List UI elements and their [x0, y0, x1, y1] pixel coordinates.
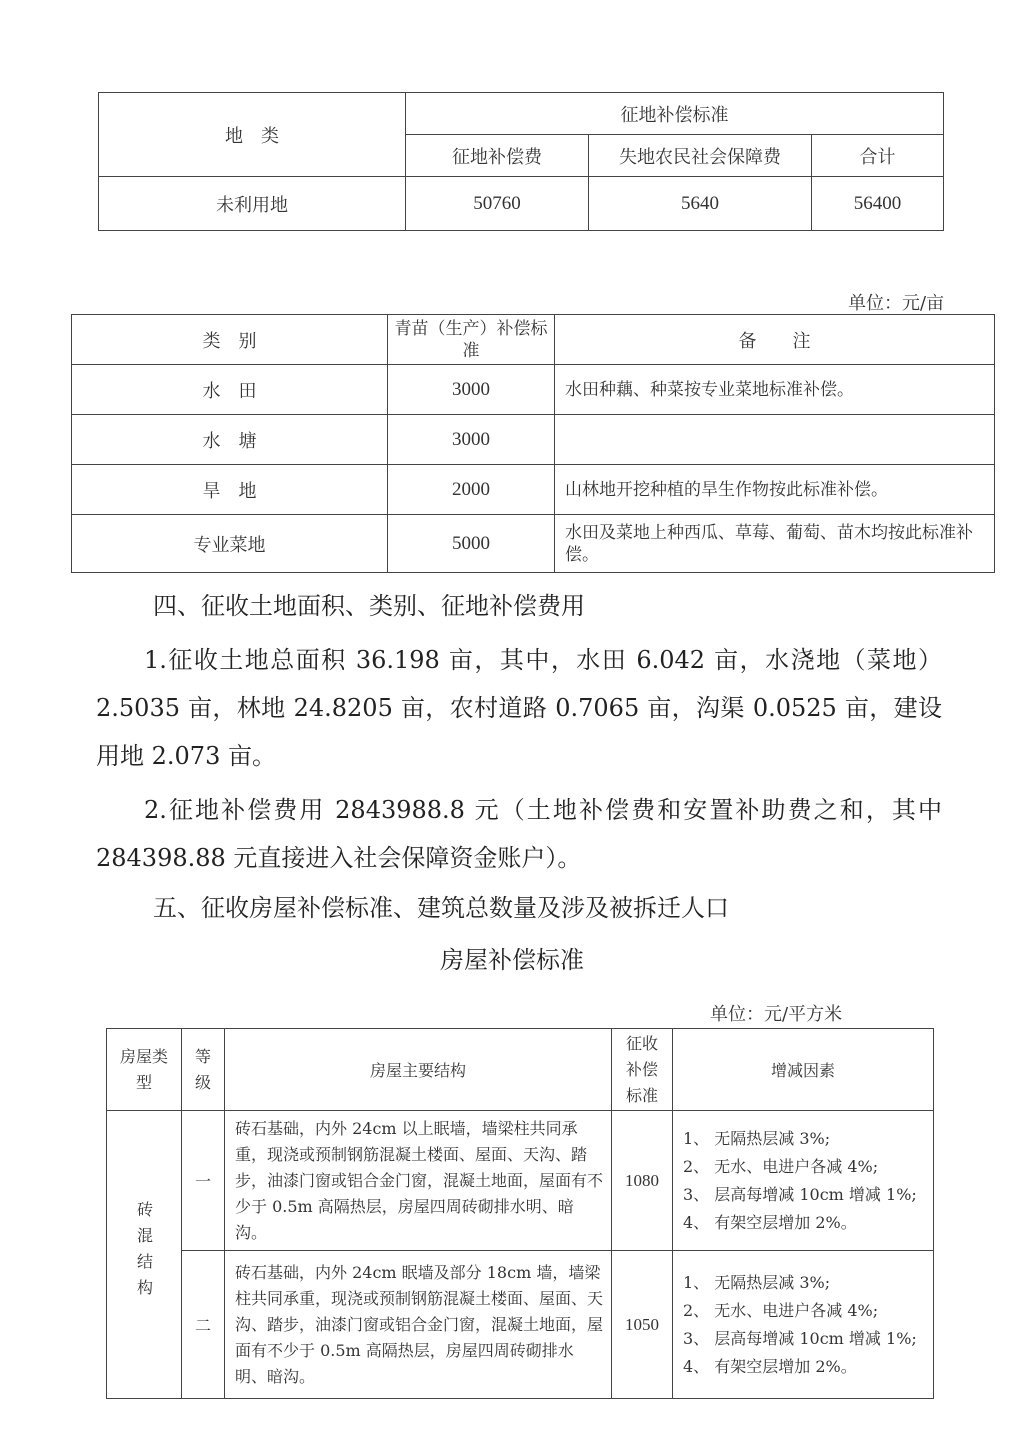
- header-house-standard: 征收补偿标准: [612, 1029, 673, 1111]
- house-compensation-table: [106, 1028, 934, 1399]
- cell-category: 旱 地: [72, 465, 388, 515]
- table-row: [107, 1251, 934, 1399]
- cell-standard: 3000: [388, 365, 555, 415]
- section-5-heading: 五、征收房屋补偿标准、建筑总数量及涉及被拆迁人口: [153, 894, 729, 922]
- cell-note: 水田及菜地上种西瓜、草莓、葡萄、苗木均按此标准补偿。: [555, 515, 995, 573]
- cell-note: 水田种藕、种菜按专业菜地标准补偿。: [555, 365, 995, 415]
- header-compensation-fee: 征地补偿费: [406, 135, 589, 177]
- factor-item: 3、 层高每增减 10cm 增减 1%;: [683, 1184, 917, 1204]
- header-total: 合计: [812, 135, 944, 177]
- cell-total: 56400: [812, 177, 944, 231]
- unit-label-house: 单位：元/平方米: [710, 1004, 843, 1025]
- table-row: [72, 515, 995, 573]
- cell-category: 水 塘: [72, 415, 388, 465]
- header-category: 类 别: [72, 315, 388, 365]
- header-grade: 等级: [182, 1029, 225, 1111]
- cell-note: 山林地开挖种植的旱生作物按此标准补偿。: [555, 465, 995, 515]
- section-4-heading: 四、征收土地面积、类别、征地补偿费用: [153, 592, 585, 620]
- cell-standard: 2000: [388, 465, 555, 515]
- cell-standard: 3000: [388, 415, 555, 465]
- table-row: [72, 365, 995, 415]
- cell-compensation: 50760: [406, 177, 589, 231]
- cell-category: 水 田: [72, 365, 388, 415]
- header-house-type: 房屋类型: [107, 1029, 182, 1111]
- table-row: [99, 177, 944, 231]
- house-type-label: 砖混结构: [134, 1200, 154, 1305]
- cell-house-standard: 1080: [612, 1111, 673, 1251]
- header-crop-standard: 青苗（生产）补偿标准: [388, 315, 555, 365]
- cell-structure: 砖石基础，内外 24cm 以上眠墙，墙梁柱共同承重，现浇或预制钢筋混凝土楼面、屋面、天沟、踏步，油漆门窗或铝合金门窗，混凝土地面，屋面有不少于 0.5m 高隔热层，房屋四周砖砌排水明、暗沟。: [225, 1111, 612, 1251]
- cell-note: [555, 415, 995, 465]
- cell-standard: 5000: [388, 515, 555, 573]
- section-4-paragraph-1: 1.征收土地总面积 36.198 亩，其中，水田 6.042 亩，水浇地（菜地）2.5035 亩，林地 24.8205 亩，农村道路 0.7065 亩，沟渠 0.0525 亩，建设用地 2.073 亩。: [96, 646, 942, 770]
- header-factors: 增减因素: [673, 1029, 934, 1111]
- cell-factors: [673, 1251, 934, 1399]
- factor-item: 2、 无水、电进户各减 4%;: [683, 1300, 879, 1320]
- cell-structure: 砖石基础，内外 24cm 眠墙及部分 18cm 墙，墙梁柱共同承重，现浇或预制钢筋混凝土楼面、屋面、天沟、踏步，油漆门窗或铝合金门窗，混凝土地面，屋面有不少于 0.5m 高隔热层，房屋四周砖砌排水明、暗沟。: [225, 1251, 612, 1399]
- unit-label-crops: 单位：元/亩: [848, 293, 945, 314]
- cell-land-type: 未利用地: [99, 177, 406, 231]
- cell-factors: [673, 1111, 934, 1251]
- factor-item: 3、 层高每增减 10cm 增减 1%;: [683, 1328, 917, 1348]
- header-compensation-standard: 征地补偿标准: [406, 93, 944, 135]
- land-compensation-table: [98, 92, 944, 231]
- table-row: [107, 1111, 934, 1251]
- header-land-type: 地 类: [99, 93, 406, 177]
- section-4-paragraph-2: 2.征地补偿费用 2843988.8 元（土地补偿费和安置补助费之和，其中 284398.88 元直接进入社会保障资金账户）。: [96, 796, 942, 872]
- table-row: [72, 415, 995, 465]
- cell-social-security: 5640: [589, 177, 812, 231]
- cell-grade: 二: [182, 1251, 225, 1399]
- cell-grade: 一: [182, 1111, 225, 1251]
- factor-item: 4、 有架空层增加 2%。: [683, 1212, 857, 1232]
- cell-house-type: [107, 1111, 182, 1399]
- factor-item: 1、 无隔热层减 3%;: [683, 1128, 831, 1148]
- cell-category: 专业菜地: [72, 515, 388, 573]
- factor-item: 2、 无水、电进户各减 4%;: [683, 1156, 879, 1176]
- header-social-security: 失地农民社会保障费: [589, 135, 812, 177]
- house-table-title: 房屋补偿标准: [440, 946, 584, 974]
- cell-house-standard: 1050: [612, 1251, 673, 1399]
- factor-item: 1、 无隔热层减 3%;: [683, 1272, 831, 1292]
- header-structure: 房屋主要结构: [225, 1029, 612, 1111]
- table-row: [72, 465, 995, 515]
- factor-item: 4、 有架空层增加 2%。: [683, 1356, 857, 1376]
- crop-compensation-table: [71, 314, 995, 573]
- header-note: 备 注: [555, 315, 995, 365]
